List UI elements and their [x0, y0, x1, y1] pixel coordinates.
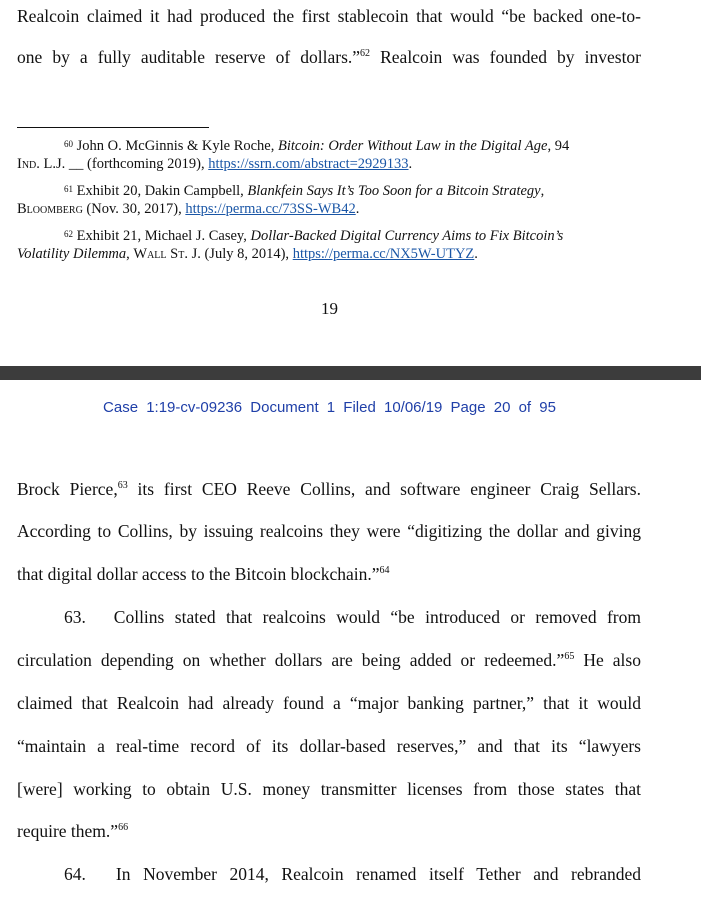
case-header: Case 1:19-cv-09236 Document 1 Filed 10/06/19 Page 20 of 95	[103, 399, 556, 416]
paragraph-64: 64. In November 2014, Realcoin renamed itself Tether and rebranded	[64, 864, 641, 884]
footnote-ref[interactable]: 63	[117, 480, 128, 491]
page-break-divider	[0, 366, 701, 380]
body-line: that digital dollar access to the Bitcoin blockchain.”$^{64}$	[17, 564, 390, 584]
body-line: claimed that Realcoin had already found a “major banking partner,” that it would	[17, 693, 641, 713]
body-line: [were] working to obtain U.S. money transmitter licenses from those states that	[17, 779, 641, 799]
page-number: 19	[321, 299, 338, 318]
footnote-ref[interactable]: 64	[379, 565, 390, 576]
footnote-ref[interactable]: 65	[564, 651, 575, 662]
footnote-link[interactable]: https://perma.cc/73SS-WB42	[185, 201, 356, 217]
footnote-link[interactable]: https://perma.cc/NX5W-UTYZ	[292, 246, 475, 262]
body-line: “maintain a real-time record of its dollar-based reserves,” and that its “lawyers	[17, 736, 641, 756]
footnote-ref[interactable]: 66	[118, 822, 129, 833]
body-line: According to Collins, by issuing realcoins they were “digitizing the dollar and giving	[17, 521, 641, 541]
footnote-ref[interactable]: 62	[360, 48, 371, 59]
footnote-62: $^{62}$ Exhibit 21, Michael J. Casey, Dollar-Backed Digital Currency Aims to Fix Bitcoin’s Volatility Dilemma, Wall St. J. (July 8, 2014), https://perma.cc/NX5W-UTYZ.	[17, 228, 564, 262]
body-line: Brock Pierce,$^{63}$ its first CEO Reeve Collins, and software engineer Craig Sellars.	[17, 479, 641, 499]
body-line: circulation depending on whether dollars are being added or redeemed.”$^{65}$ He also	[17, 650, 641, 670]
body-line: one by a fully auditable reserve of dollars.”$^{62}$ Realcoin was founded by investor	[17, 47, 642, 67]
body-line: require them.”$^{66}$	[17, 821, 129, 841]
body-line: Realcoin claimed it had produced the first stablecoin that would “be backed one-to-	[17, 6, 641, 26]
footnote-60: $^{60}$ John O. McGinnis & Kyle Roche, Bitcoin: Order Without Law in the Digital Age, 94 Ind. L.J. __ (forthcoming 2019), https://ssrn.com/abstract=2929133.	[17, 138, 570, 172]
footnote-divider	[17, 127, 209, 128]
footnote-61: $^{61}$ Exhibit 20, Dakin Campbell, Blankfein Says It’s Too Soon for a Bitcoin Strategy, Bloomberg (Nov. 30, 2017), https://perma.cc/73SS-WB42.	[17, 183, 545, 217]
footnote-link[interactable]: https://ssrn.com/abstract=2929133	[208, 156, 409, 172]
paragraph-63: 63. Collins stated that realcoins would “be introduced or removed from	[64, 607, 641, 627]
